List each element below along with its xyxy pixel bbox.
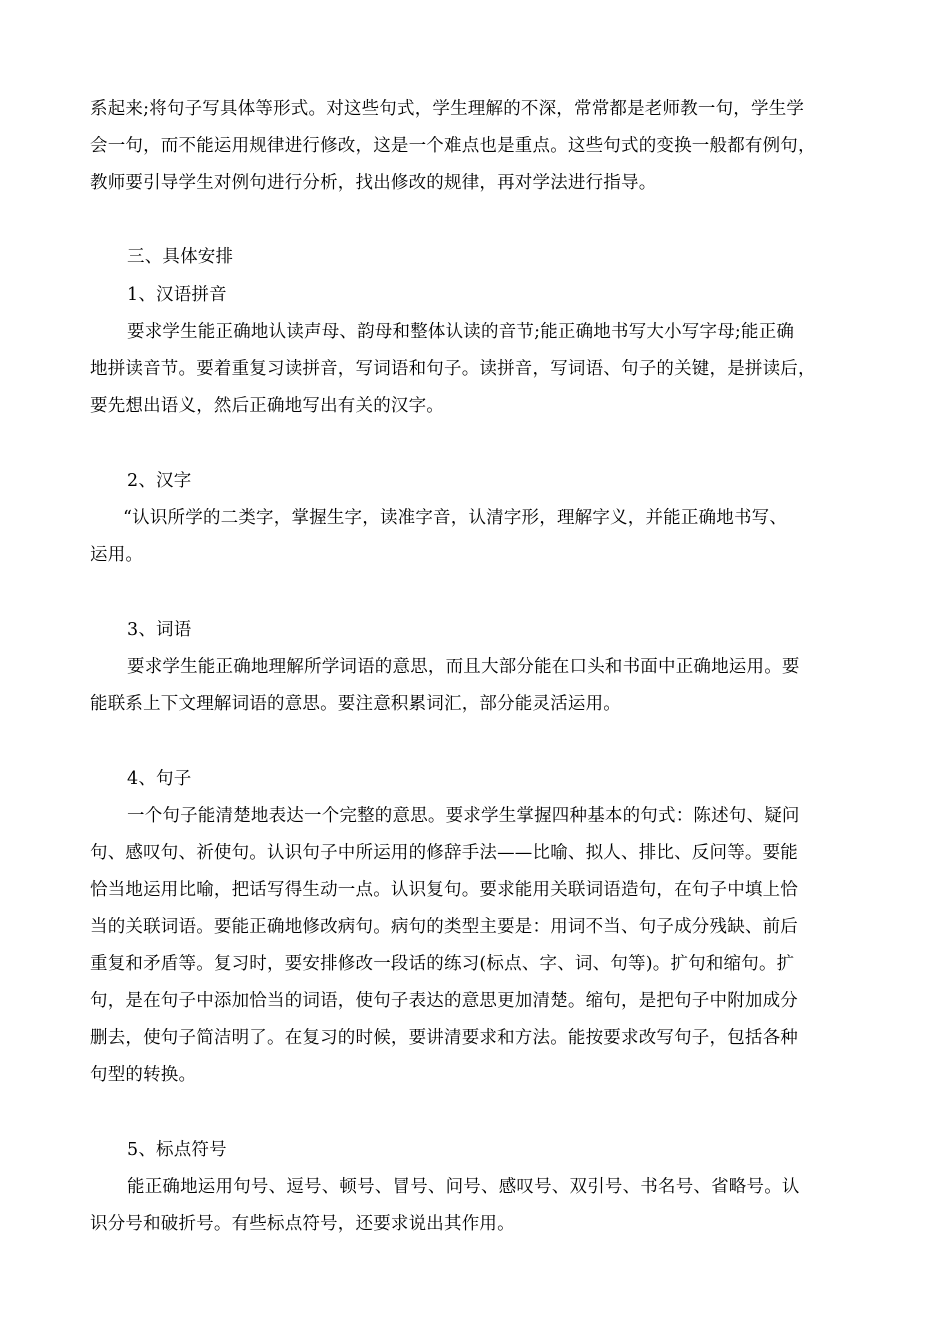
section-heading: 三、具体安排	[127, 247, 234, 267]
paragraph-line: 句、感叹句、祈使句。认识句子中所运用的修辞手法——比喻、拟人、排比、反问等。要能	[90, 843, 798, 863]
paragraph-line: 句，是在句子中添加恰当的词语，使句子表达的意思更加清楚。缩句，是把句子中附加成分	[90, 991, 798, 1011]
paragraph-line: 要求学生能正确地认读声母、韵母和整体认读的音节;能正确地书写大小写字母;能正确	[127, 322, 795, 342]
paragraph-line: 运用。	[90, 545, 144, 565]
paragraph-line: 教师要引导学生对例句进行分析，找出修改的规律，再对学法进行指导。	[90, 173, 657, 193]
paragraph-line: 能正确地运用句号、逗号、顿号、冒号、问号、感叹号、双引号、书名号、省略号。认	[127, 1177, 800, 1197]
subsection-heading: 4、句子	[127, 769, 192, 789]
paragraph-line: 恰当地运用比喻，把话写得生动一点。认识复句。要求能用关联词语造句，在句子中填上恰	[90, 880, 798, 900]
subsection-heading: 3、词语	[127, 620, 192, 640]
paragraph-line: “认识所学的二类字，掌握生字，读准字音，认清字形，理解字义，并能正确地书写、	[123, 508, 788, 528]
paragraph-line: 当的关联词语。要能正确地修改病句。病句的类型主要是：用词不当、句子成分残缺、前后	[90, 917, 798, 937]
paragraph-line: 要先想出语义，然后正确地写出有关的汉字。	[90, 396, 444, 416]
paragraph-line: 重复和矛盾等。复习时，要安排修改一段话的练习(标点、字、词、句等)。扩句和缩句。扩	[90, 954, 795, 974]
paragraph-line: 识分号和破折号。有些标点符号，还要求说出其作用。	[90, 1214, 515, 1234]
paragraph-line: 句型的转换。	[90, 1065, 197, 1085]
paragraph-line: 会一句，而不能运用规律进行修改，这是一个难点也是重点。这些句式的变换一般都有例句，	[90, 136, 816, 156]
paragraph-line: 能联系上下文理解词语的意思。要注意积累词汇，部分能灵活运用。	[90, 694, 621, 714]
paragraph-line: 删去，使句子简洁明了。在复习的时候，要讲清要求和方法。能按要求改写句子，包括各种	[90, 1028, 798, 1048]
paragraph-line: 一个句子能清楚地表达一个完整的意思。要求学生掌握四种基本的句式：陈述句、疑问	[127, 806, 800, 826]
subsection-heading: 1、汉语拼音	[127, 285, 227, 305]
paragraph-line: 要求学生能正确地理解所学词语的意思，而且大部分能在口头和书面中正确地运用。要	[127, 657, 800, 677]
paragraph-line: 系起来;将句子写具体等形式。对这些句式，学生理解的不深，常常都是老师教一句，学生学	[90, 99, 805, 119]
subsection-heading: 2、汉字	[127, 471, 192, 491]
subsection-heading: 5、标点符号	[127, 1140, 227, 1160]
paragraph-line: 地拼读音节。要着重复习读拼音，写词语和句子。读拼音，写词语、句子的关键，是拼读后，	[90, 359, 816, 379]
